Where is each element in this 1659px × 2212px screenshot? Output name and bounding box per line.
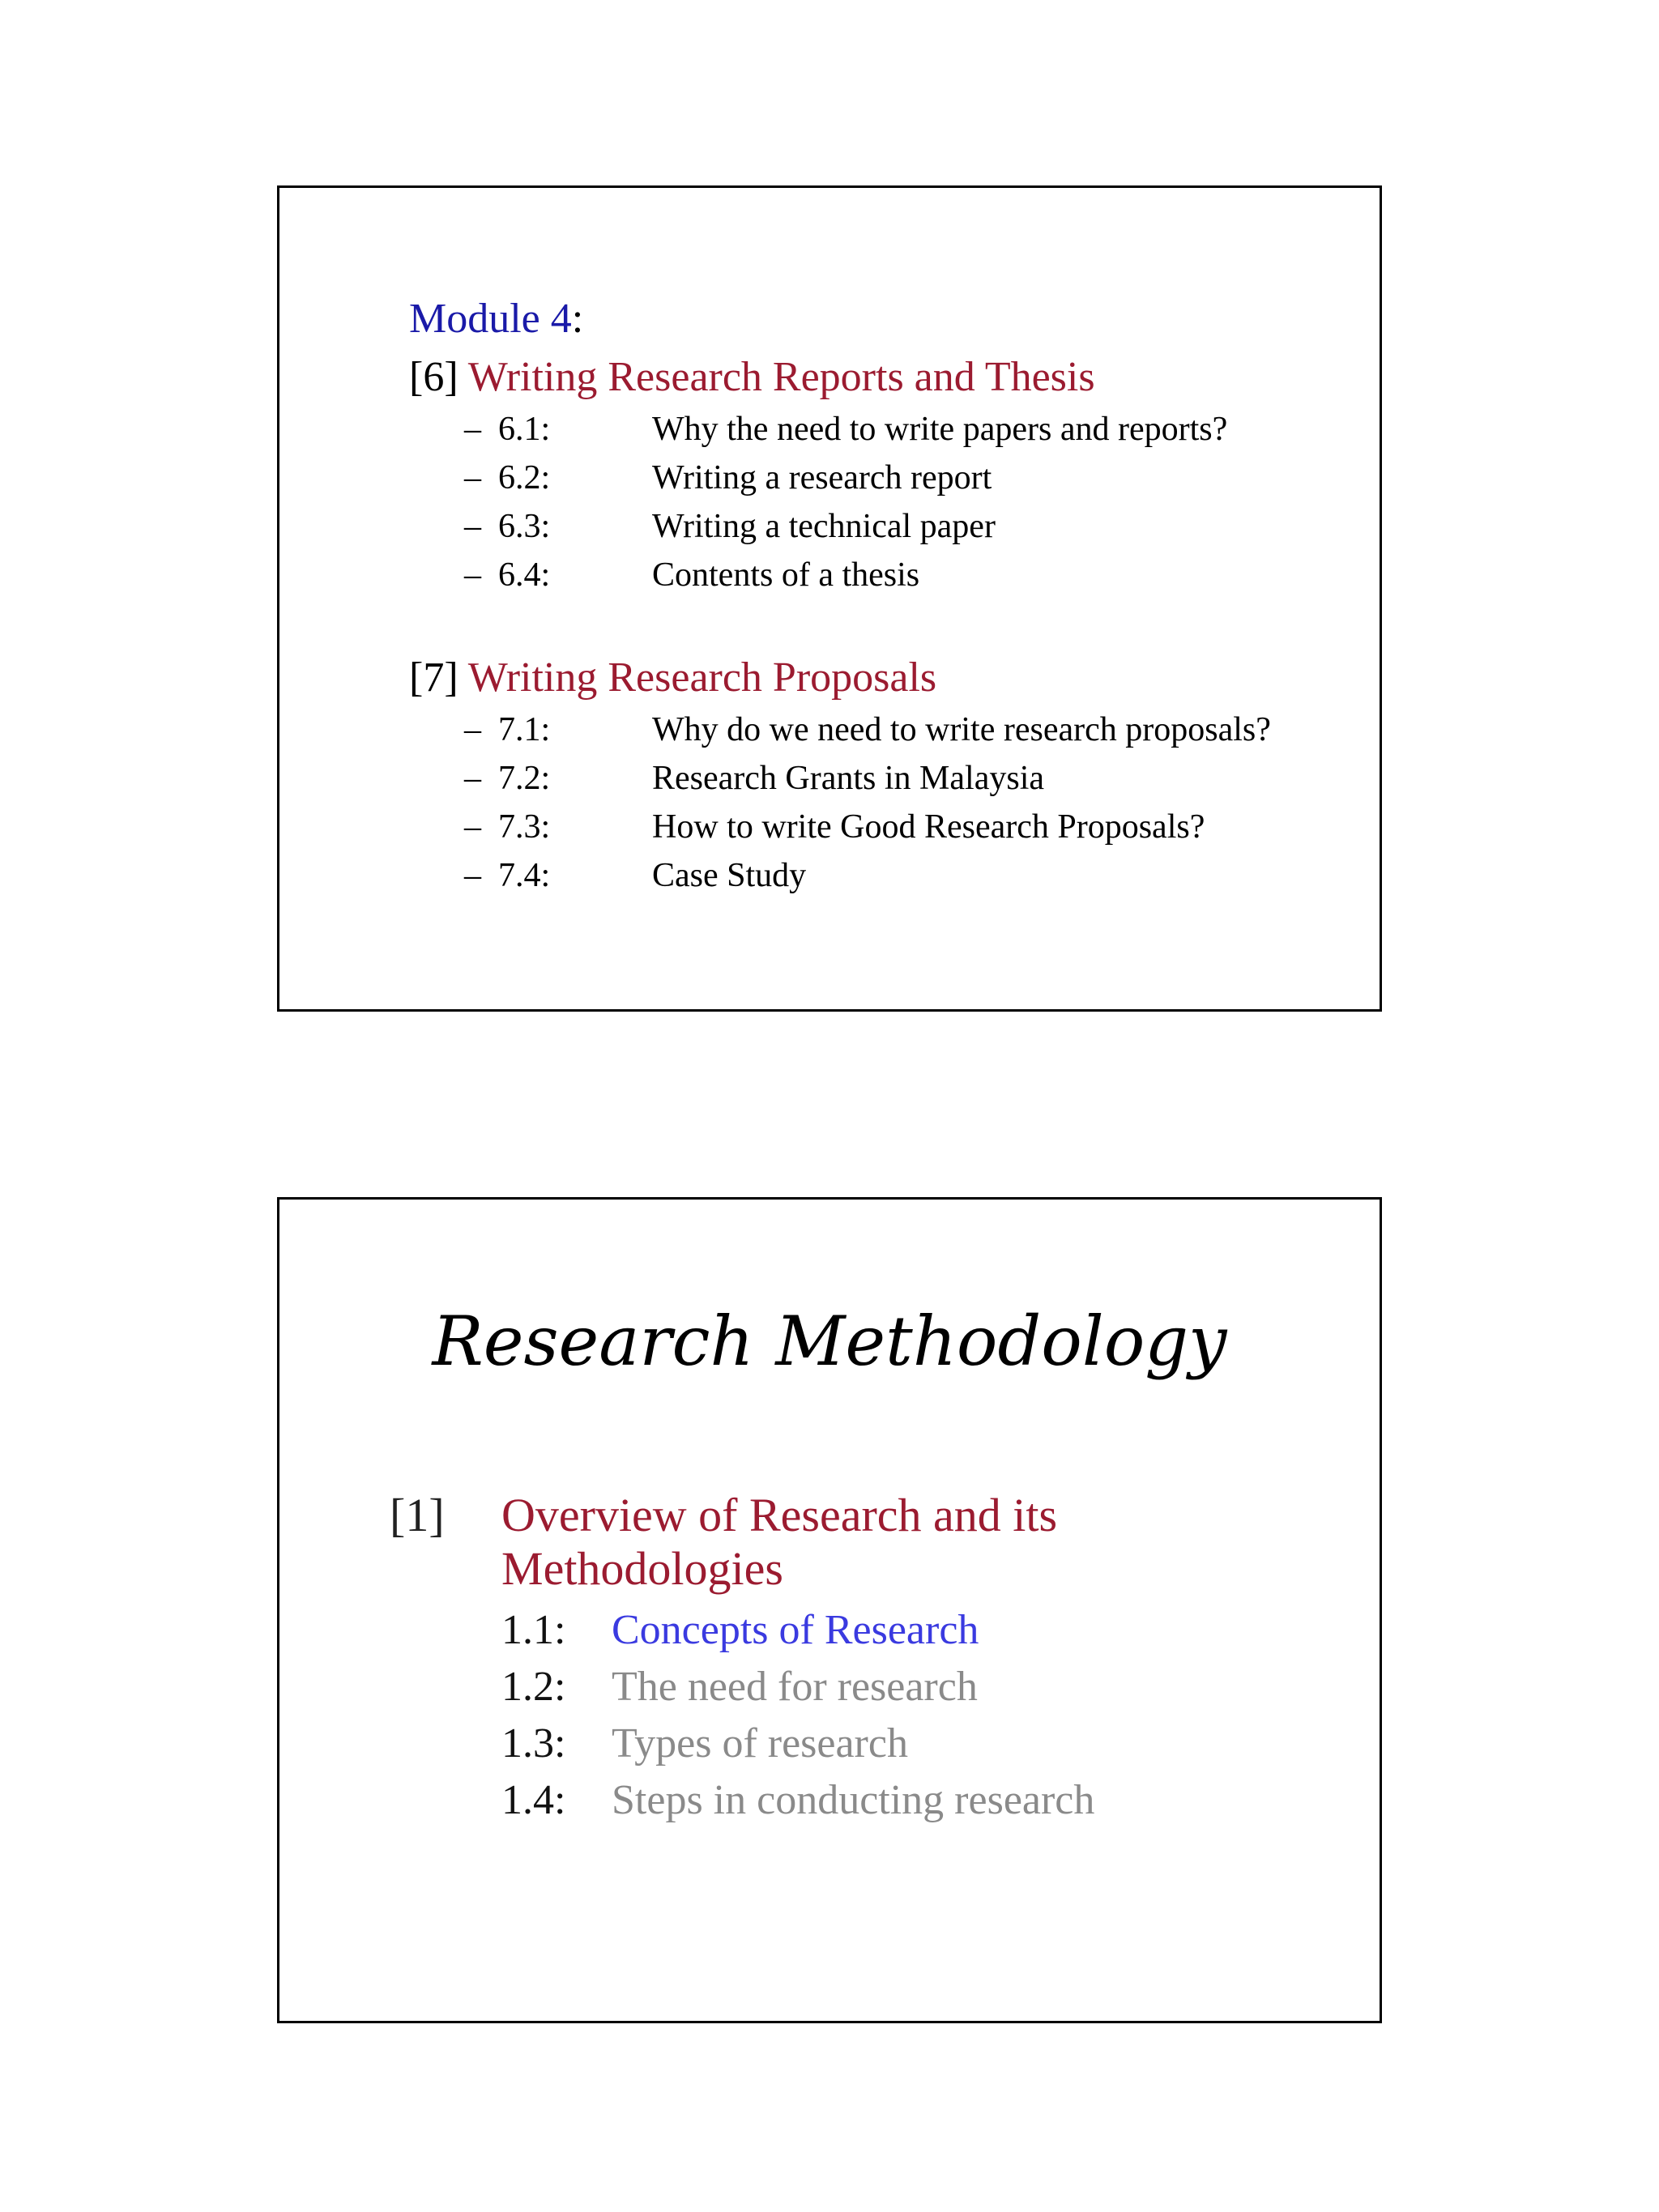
- list-item: [464, 851, 1271, 900]
- section-title: Writing Research Proposals: [467, 654, 937, 701]
- section-1-items: [501, 1602, 1094, 1829]
- item-text-dimmed: The need for research: [612, 1664, 978, 1710]
- dash: –: [464, 556, 481, 594]
- item-text: Writing a technical paper: [652, 508, 996, 545]
- module-colon: :: [571, 296, 584, 342]
- list-item: [464, 551, 1227, 599]
- item-text: Why do we need to write research proposals?: [652, 711, 1271, 748]
- dash: –: [464, 411, 481, 448]
- section-title: [501, 1489, 1057, 1596]
- list-item: [464, 754, 1271, 803]
- section-number: [1]: [390, 1489, 445, 1541]
- list-item: [501, 1772, 1094, 1829]
- item-text-dimmed: Types of research: [612, 1720, 908, 1767]
- item-number: 1.3:: [501, 1720, 566, 1767]
- dash: –: [464, 508, 481, 545]
- item-number: 6.4:: [498, 556, 551, 594]
- item-number: 6.1:: [498, 411, 551, 448]
- list-item: [464, 705, 1271, 754]
- list-item: [501, 1715, 1094, 1772]
- item-text: Why the need to write papers and reports?: [652, 411, 1228, 448]
- list-item: [464, 405, 1227, 454]
- list-item: [464, 454, 1227, 502]
- item-text: How to write Good Research Proposals?: [652, 808, 1205, 846]
- slide-module-4: [277, 185, 1382, 1012]
- dash: –: [464, 808, 481, 846]
- item-text-active: Concepts of Research: [612, 1607, 979, 1653]
- section-title-line-2: Methodologies: [501, 1542, 783, 1595]
- section-title: Writing Research Reports and Thesis: [467, 354, 1095, 400]
- section-heading-7: [409, 654, 936, 702]
- item-number: 1.2:: [501, 1664, 566, 1710]
- section-number: [7]: [409, 654, 458, 701]
- item-text: Research Grants in Malaysia: [652, 760, 1045, 797]
- item-number: 7.1:: [498, 711, 551, 748]
- item-number: 6.2:: [498, 459, 551, 497]
- item-number: 7.3:: [498, 808, 551, 846]
- section-7-items: [464, 705, 1271, 900]
- dash: –: [464, 760, 481, 797]
- section-6-items: [464, 405, 1227, 599]
- item-number: 6.3:: [498, 508, 551, 545]
- section-heading-6: [409, 353, 1095, 402]
- list-item: [501, 1659, 1094, 1715]
- item-number: 1.1:: [501, 1607, 566, 1653]
- section-title-line-1: Overview of Research and its: [501, 1489, 1058, 1541]
- section-number: [6]: [409, 354, 458, 400]
- list-item: [464, 803, 1271, 851]
- item-text: Case Study: [652, 857, 807, 894]
- item-text-dimmed: Steps in conducting research: [612, 1777, 1095, 1823]
- module-label: Module 4: [409, 296, 572, 342]
- module-heading: [409, 295, 583, 343]
- item-number: 7.4:: [498, 857, 551, 894]
- item-text: Writing a research report: [652, 459, 992, 497]
- item-text: Contents of a thesis: [652, 556, 920, 594]
- item-number: 7.2:: [498, 760, 551, 797]
- dash: –: [464, 857, 481, 894]
- dash: –: [464, 459, 481, 497]
- dash: –: [464, 711, 481, 748]
- item-number: 1.4:: [501, 1777, 566, 1823]
- slide-research-methodology: [277, 1197, 1382, 2023]
- slide-title: Research Methodology: [432, 1302, 1227, 1381]
- list-item: [501, 1602, 1094, 1659]
- list-item: [464, 502, 1227, 551]
